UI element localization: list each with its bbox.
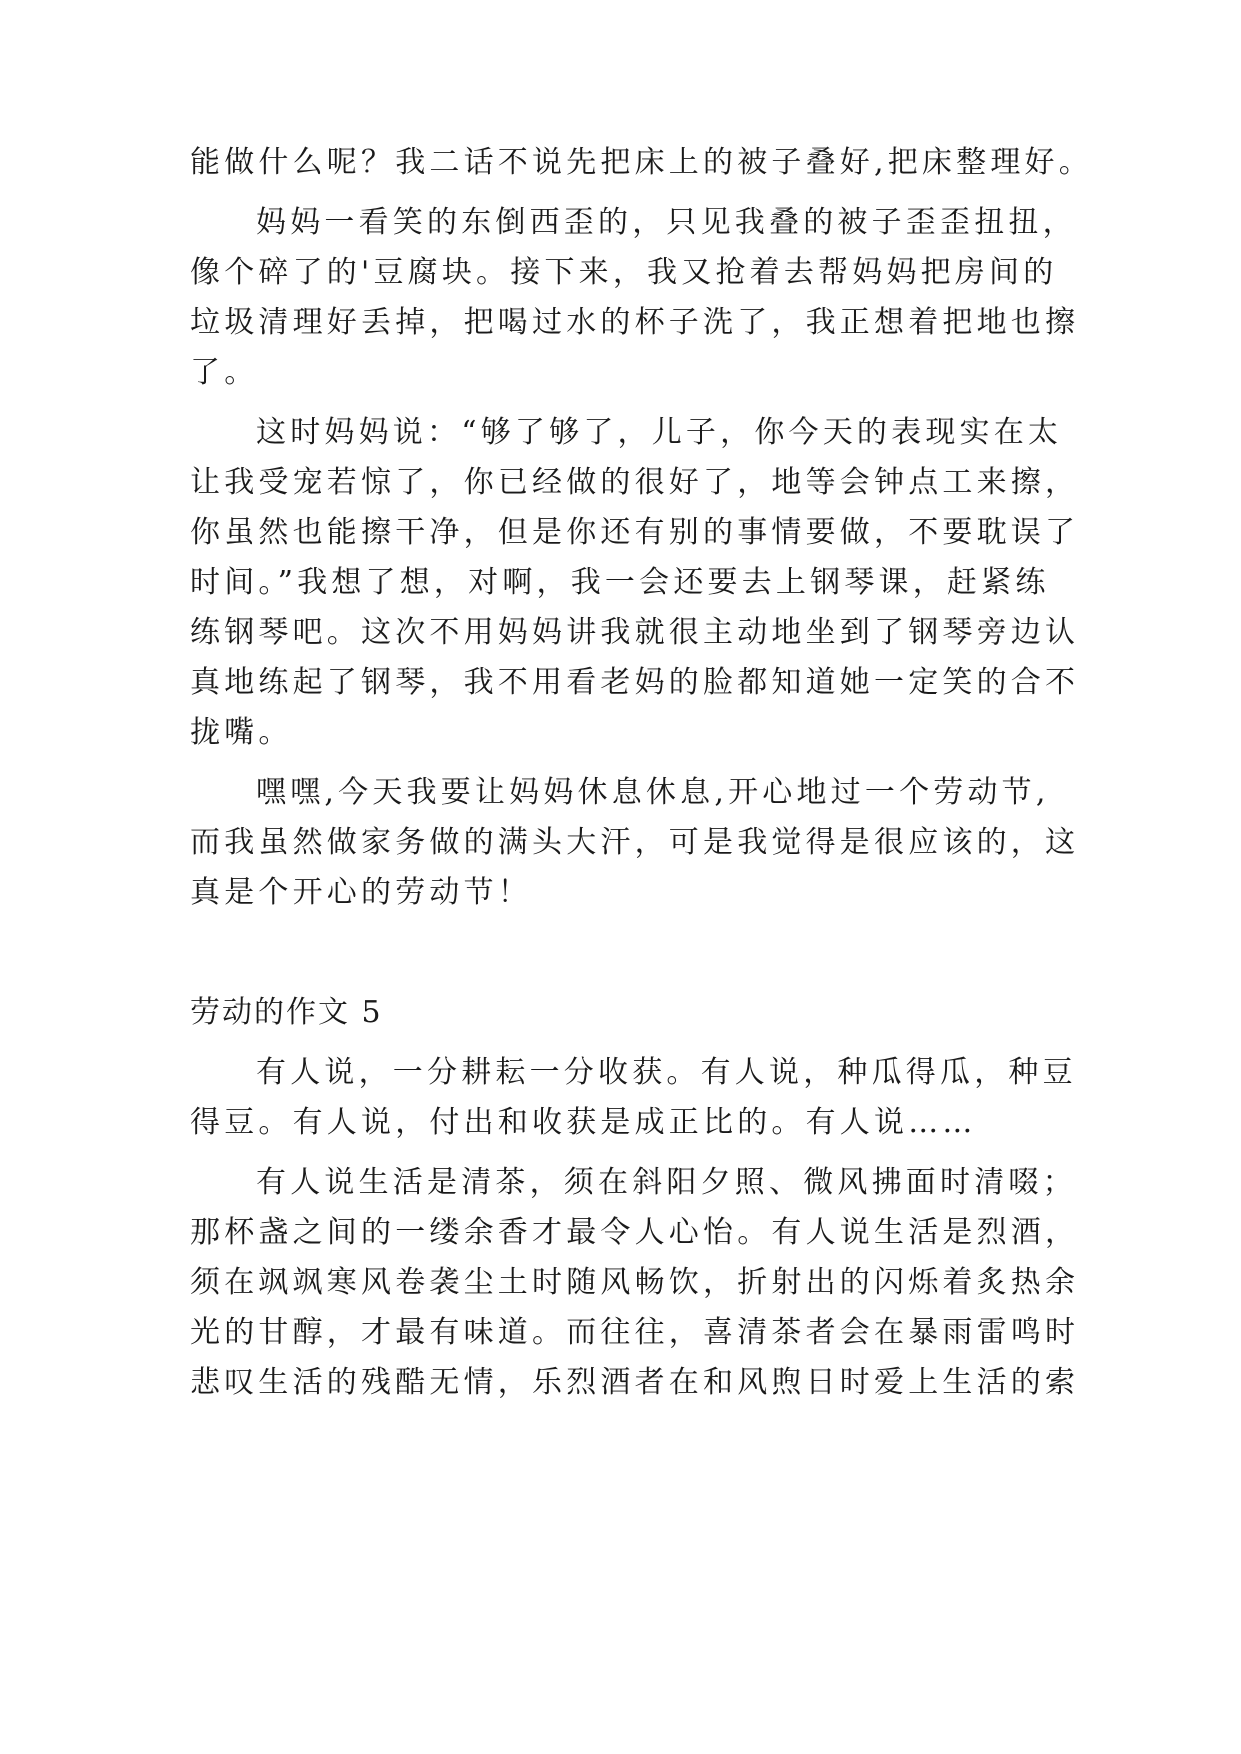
text-line: 真是个开心的劳动节！ [190,875,532,910]
text-line: 了。 [190,355,259,390]
text-line: 垃圾清理好丢掉，把喝过水的杯子洗了，我正想着把地也擦 [190,305,1080,340]
text-line: 拢嘴。 [190,715,293,750]
text-line: 这时妈妈说：“够了够了，儿子，你今天的表现实在太 [256,415,1063,450]
text-line: 有人说，一分耕耘一分收获。有人说，种瓜得瓜，种豆 [256,1055,1077,1090]
text-line: 真地练起了钢琴，我不用看老妈的脸都知道她一定笑的合不 [190,665,1080,700]
text-line: 得豆。有人说，付出和收获是成正比的。有人说…… [190,1105,977,1140]
text-line: 你虽然也能擦干净，但是你还有别的事情要做，不要耽误了 [190,515,1080,550]
text-line: 那杯盏之间的一缕余香才最令人心怡。有人说生活是烈酒， [190,1215,1080,1250]
section-heading: 劳动的作文 5 [190,995,383,1030]
text-line: 光的甘醇，才最有味道。而往往，喜清茶者会在暴雨雷鸣时 [190,1315,1080,1350]
text-line: 能做什么呢？我二话不说先把床上的被子叠好,把床整理好。 [190,145,1093,180]
text-line: 时间。”我想了想，对啊，我一会还要去上钢琴课，赶紧练 [190,565,1050,600]
text-line: 有人说生活是清茶，须在斜阳夕照、微风拂面时清啜； [256,1165,1077,1200]
text-line: 让我受宠若惊了，你已经做的很好了，地等会钟点工来擦， [190,465,1080,500]
text-line: 须在飒飒寒风卷袭尘土时随风畅饮，折射出的闪烁着炙热余 [190,1265,1080,1300]
text-line: 练钢琴吧。这次不用妈妈讲我就很主动地坐到了钢琴旁边认 [190,615,1080,650]
text-line: 悲叹生活的残酷无情，乐烈酒者在和风煦日时爱上生活的索 [190,1365,1080,1400]
text-line: 像个碎了的'豆腐块。接下来，我又抢着去帮妈妈把房间的 [190,255,1058,290]
text-line: 嘿嘿,今天我要让妈妈休息休息,开心地过一个劳动节, [256,775,1050,810]
text-line: 而我虽然做家务做的满头大汗，可是我觉得是很应该的，这 [190,825,1080,860]
text-line: 妈妈一看笑的东倒西歪的，只见我叠的被子歪歪扭扭， [256,205,1077,240]
